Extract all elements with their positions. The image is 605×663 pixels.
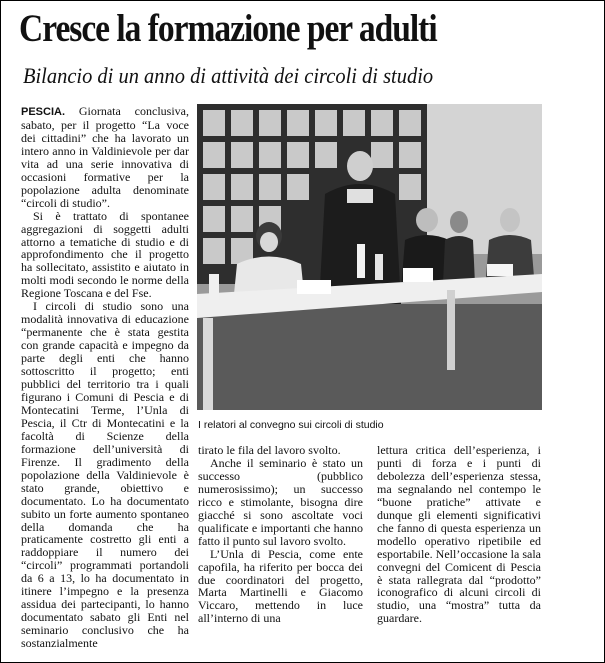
article-column-3	[377, 444, 541, 625]
subheadline: Bilancio di un anno di attività dei circoli di studio	[23, 63, 434, 88]
paragraph	[21, 105, 189, 210]
paragraph: Si è trattato di spontanee aggregazioni di soggetti adulti attorno a tematiche di studio e di approfondimento che il progetto ha sollecitato, assistito e aiutato in molti modi secondo le norme della Regione Toscana e del Fse.	[21, 208, 189, 301]
paragraph: L’Unla di Pescia, come ente capofila, ha riferito per bocca dei due coordinatori del progetto, Marta Martinelli e Giacomo Viccaro, mettendo in luce all’interno di una	[198, 546, 363, 626]
paragraph: Anche il seminario è stato un successo (pubblico numerosissimo); un successo ricco e stimolante, bisogna dire giacché si sono ascoltate voci qualificate e importanti che hanno fatto il punto sul lavoro svolto.	[198, 455, 363, 548]
paragraph: lettura critica dell’esperienza, i punti di forza e i punti di debolezza dell’esperienza stessa, ma segnalando nel contempo le “buone pratiche” attivate e dunque gli elementi significativi che fanno di questa esperienza un modello operativo ripetibile ed esportabile. Nell’occasione la sala convegni del Comicent di Pescia è stata rallegrata dal “prodotto” iconografico di alcuni circoli di studio, una “mostra” tutta da guardare.	[377, 443, 541, 626]
photo-caption: I relatori al convegno sui circoli di studio	[198, 419, 384, 431]
conference-photo	[197, 104, 542, 410]
paragraph-text: Giornata conclusiva, sabato, per il progetto “La voce dei cittadini” che ha lavorato un intero anno in Valdinievole per dar vita ad una serie innovativa di occasioni formative per la popolazione adulta denominate “circoli di studio”.	[21, 104, 189, 210]
article-column-2	[198, 444, 363, 625]
speakers-photo-illustration	[197, 104, 542, 410]
paragraph: I circoli di studio sono una modalità innovativa di educazione “permanente che è stata gestita con grande capacità e impegno da parte degli enti che hanno sottoscritto il progetto; enti pubblici del territorio tra i quali figurano i Comuni di Pescia e di Montecatini Terme, l’Unla di Pescia, il Ctr di Montecatini e la facoltà di Scienze della formazione dell’università di Firenze. Il gradimento della popolazione della Valdinievole è stato grande, obiettivo e documentato. Lo ha documentato subito un forte aumento spontaneo della domanda che ha praticamente costretto gli enti a raddoppiare il numero dei “circoli” programmati portandoli da 6 a 13, lo ha documentato in itinere l’impegno e la presenza assidua dei partecipanti, lo hanno documentato sabato gli Enti nel seminario conclusivo che ha sostanzialmente	[21, 299, 189, 651]
article-column-1	[21, 105, 189, 650]
headline: Cresce la formazione per adulti	[19, 7, 437, 50]
paragraph: tirato le fila del lavoro svolto.	[198, 443, 341, 457]
dateline: PESCIA.	[21, 106, 66, 118]
